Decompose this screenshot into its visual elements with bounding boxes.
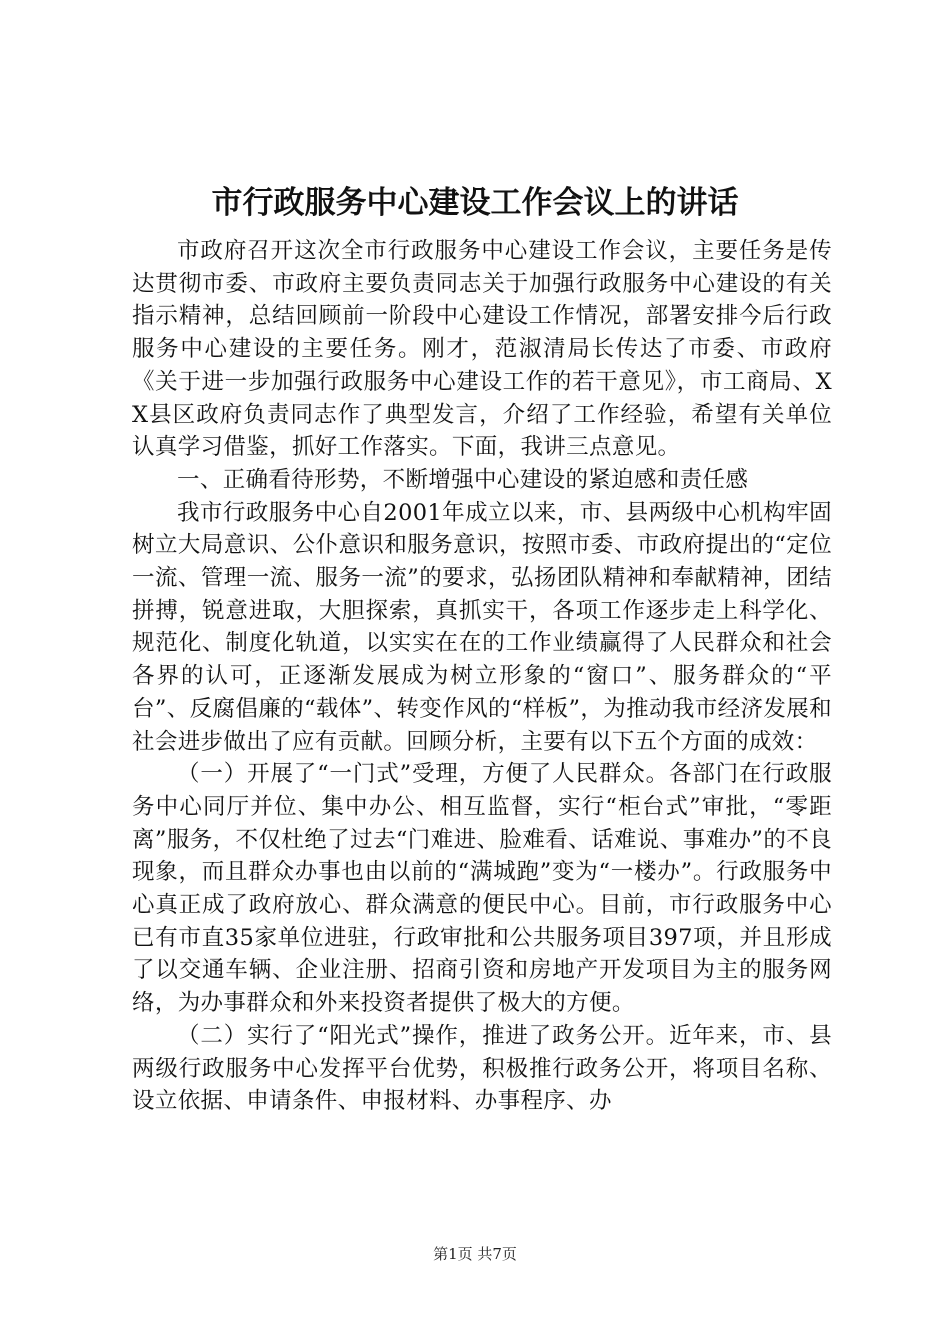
section-heading-1: 一、正确看待形势，不断增强中心建设的紧迫感和责任感: [177, 466, 749, 493]
paragraph-intro: 市政府召开这次全市行政服务中心建设工作会议，主要任务是传达贯彻市委、市政府主要负责同志关于加强行政服务中心建设的有关指示精神，总结回顾前一阶段中心建设工作情况，部署安排今后行政服务中心建设的主要任务。刚才，范淑清局长传达了市委、市政府《关于进一步加强行政服务中心建设工作的若干意见》，市工商局、XX县区政府负责同志作了典型发言，介绍了工作经验，希望有关单位认真学习借鉴，抓好工作落实。下面，我讲三点意见。: [132, 238, 832, 461]
document-title: 市行政服务中心建设工作会议上的讲话: [211, 185, 739, 221]
page-footer: 第1页 共7页: [433, 1245, 517, 1263]
paragraph-section-1: 我市行政服务中心自2001年成立以来，市、县两级中心机构牢固树立大局意识、公仆意识和服务意识，按照市委、市政府提出的“定位一流、管理一流、服务一流”的要求，弘扬团队精神和奉献精神，团结拼搏，锐意进取，大胆探索，真抓实干，各项工作逐步走上科学化、规范化、制度化轨道，以实实在在的工作业绩赢得了人民群众和社会各界的认可，正逐渐发展成为树立形象的“窗口”、服务群众的“平台”、反腐倡廉的“载体”、转变作风的“样板”，为推动我市经济发展和社会进步做出了应有贡献。回顾分析，主要有以下五个方面的成效：: [132, 499, 832, 755]
paragraph-item-1: （一）开展了“一门式”受理，方便了人民群众。各部门在行政服务中心同厅并位、集中办公、相互监督，实行“柜台式”审批，“零距离”服务，不仅杜绝了过去“门难进、脸难看、话难说、事难办”的不良现象，而且群众办事也由以前的“满城跑”变为“一楼办”。行政服务中心真正成了政府放心、群众满意的便民中心。目前，市行政服务中心已有市直35家单位进驻，行政审批和公共服务项目397项，并且形成了以交通车辆、企业注册、招商引资和房地产开发项目为主的服务网络，为办事群众和外来投资者提供了极大的方便。: [132, 761, 832, 1017]
paragraph-item-2: （二）实行了“阳光式”操作，推进了政务公开。近年来，市、县两级行政服务中心发挥平台优势，积极推行政务公开，将项目名称、设立依据、申请条件、申报材料、办事程序、办: [132, 1022, 832, 1115]
document-body: [132, 235, 832, 1118]
